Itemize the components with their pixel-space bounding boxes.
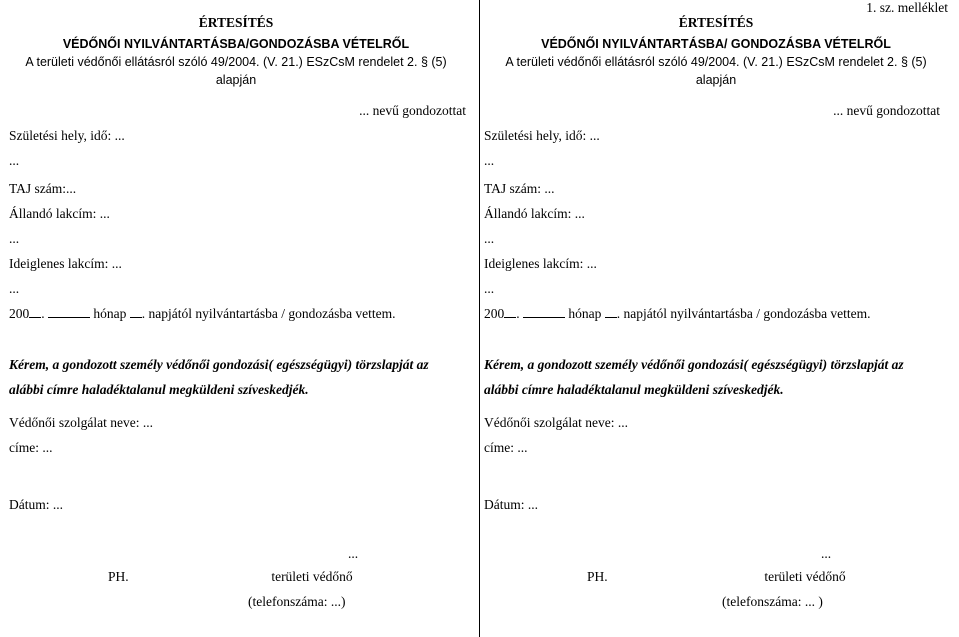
left-address-field: Állandó lakcím: ... — [9, 206, 110, 221]
left-service-name-field: Védőnői szolgálat neve: ... — [9, 415, 153, 430]
right-request-line1: Kérem, a gondozott személy védőnői gondozási( egészségügyi) törzslapját az — [484, 357, 904, 372]
right-cared-person: ... nevű gondozottat — [833, 103, 940, 118]
left-date-line — [9, 306, 396, 322]
left-stamp-label: PH. — [108, 569, 129, 584]
right-date-line — [484, 306, 871, 322]
right-address-field-cont: ... — [484, 231, 495, 246]
left-phone-field: (telefonszáma: ...) — [248, 594, 346, 609]
right-regulation-cont: alapján — [695, 73, 737, 87]
left-title: ÉRTESÍTÉS — [198, 15, 274, 30]
right-service-name-field: Védőnői szolgálat neve: ... — [484, 415, 628, 430]
left-date-sep: . — [41, 306, 48, 321]
left-request-line1: Kérem, a gondozott személy védőnői gondozási( egészségügyi) törzslapját az — [9, 357, 429, 372]
left-nurse-label: területi védőnő — [271, 569, 353, 584]
right-birth-field: Születési hely, idő: ... — [484, 128, 600, 143]
right-phone-field: (telefonszáma: ... ) — [722, 594, 823, 609]
right-day-blank — [605, 306, 617, 318]
left-cared-person: ... nevű gondozottat — [359, 103, 466, 118]
right-date-prefix: 200 — [484, 306, 505, 321]
left-temp-address-field-cont: ... — [9, 281, 20, 296]
left-date-field: Dátum: ... — [9, 497, 63, 512]
left-day-blank — [130, 306, 142, 318]
right-date-sep: . — [516, 306, 523, 321]
right-date-suffix: . napjától nyilvántartásba / gondozásba vettem. — [616, 306, 871, 321]
right-stamp-label: PH. — [587, 569, 608, 584]
left-signature-line: ... — [347, 546, 359, 561]
left-month-label: hónap — [90, 306, 130, 321]
right-regulation: A területi védőnői ellátásról szóló 49/2004. (V. 21.) ESzCsM rendelet 2. § (5) — [505, 55, 927, 69]
right-month-blank — [523, 306, 565, 318]
right-birth-field-cont: ... — [484, 153, 495, 168]
right-taj-field: TAJ szám: ... — [484, 181, 555, 196]
right-address-field: Állandó lakcím: ... — [484, 206, 585, 221]
left-month-blank — [48, 306, 90, 318]
right-month-label: hónap — [565, 306, 605, 321]
left-date-prefix: 200 — [9, 306, 30, 321]
left-birth-field-cont: ... — [9, 153, 20, 168]
left-subtitle: VÉDŐNŐI NYILVÁNTARTÁSBA/GONDOZÁSBA VÉTELRŐL — [62, 37, 410, 51]
left-address-field-cont: ... — [9, 231, 20, 246]
left-taj-field: TAJ szám:... — [9, 181, 77, 196]
right-service-address-field: címe: ... — [484, 440, 528, 455]
column-divider — [479, 0, 480, 637]
left-service-address-field: címe: ... — [9, 440, 53, 455]
left-date-suffix: . napjától nyilvántartásba / gondozásba vettem. — [141, 306, 396, 321]
left-birth-field: Születési hely, idő: ... — [9, 128, 125, 143]
right-temp-address-field: Ideiglenes lakcím: ... — [484, 256, 597, 271]
left-temp-address-field: Ideiglenes lakcím: ... — [9, 256, 122, 271]
left-year-blank — [29, 306, 41, 318]
right-date-field: Dátum: ... — [484, 497, 538, 512]
right-signature-line: ... — [820, 546, 832, 561]
right-request-line2: alábbi címre haladéktalanul megküldeni szíveskedjék. — [484, 382, 784, 397]
right-temp-address-field-cont: ... — [484, 281, 495, 296]
right-title: ÉRTESÍTÉS — [678, 15, 754, 30]
left-regulation-cont: alapján — [215, 73, 257, 87]
annex-label: 1. sz. melléklet — [866, 0, 948, 15]
right-nurse-label: területi védőnő — [764, 569, 846, 584]
left-request-line2: alábbi címre haladéktalanul megküldeni szíveskedjék. — [9, 382, 309, 397]
left-regulation: A területi védőnői ellátásról szóló 49/2004. (V. 21.) ESzCsM rendelet 2. § (5) — [25, 55, 447, 69]
right-subtitle: VÉDŐNŐI NYILVÁNTARTÁSBA/ GONDOZÁSBA VÉTELRŐL — [541, 37, 891, 51]
right-year-blank — [504, 306, 516, 318]
